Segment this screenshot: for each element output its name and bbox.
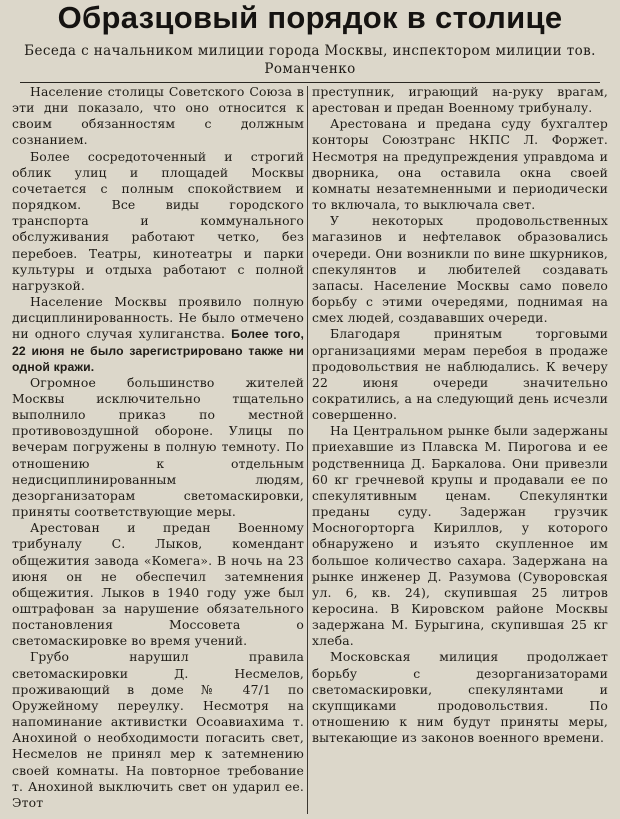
paragraph: Грубо нарушил правила светомаскировки Д. Несмелов, проживающий в доме № 47/1 по Оружейному переулку. Несмотря на напоминание активистки Осоавиахима т. Анохиной о необходимости погасить свет, Несмелов не принял мер к затемнению своей комнаты. На повторное требование т. Анохиной выключить свет он ударил ее. Этот (12, 649, 304, 810)
paragraph: Население столицы Советского Союза в эти дни показало, что оно относится к своим обязанностям с должным сознанием. (12, 84, 304, 148)
paragraph (12, 294, 304, 375)
bold-statement: Более того, 22 июня не было зарегистрировано также ни одной кражи. (12, 327, 304, 374)
article-subheadline: Беседа с начальником милиции города Москвы, инспектором милиции тов. Романченко (24, 43, 596, 77)
column-divider (307, 86, 308, 814)
paragraph: На Центральном рынке были задержаны приехавшие из Плавска М. Пирогова и ее родственница Д. Баркалова. Они привезли 60 кг гречневой крупы и продавали ее по спекулятивным ценам. Спекулянтки преданы суду. Задержан грузчик Мосногорторга Кириллов, у которого обнаружено и изъято скупленное им большое количество сахара. Задержана на рынке инженер Д. Разумова (Суворовская ул. 6, кв. 24), скупившая 25 литров керосина. В Кировском районе Москвы задержана М. Бурыгина, скупившая 25 кг хлеба. (312, 423, 608, 649)
paragraph: У некоторых продовольственных магазинов и нефтелавок образовались очереди. Они возникли по вине шкурников, спекулянтов и любителей создавать запасы. Население Москвы само повело борьбу с этими очередями, поднимая на смех людей, создававших очереди. (312, 213, 608, 326)
paragraph-text: Население Москвы проявило полную дисциплинированность. Не было отмечено ни одного случая хулиганства. (12, 294, 304, 342)
paragraph: Арестована и предана суду бухгалтер конторы Союзтранс НКПС Л. Форжет. Несмотря на предупреждения управдома и дворника, она оставила окна своей комнаты незатемненными и периодически то включала, то выключала свет. (312, 116, 608, 213)
right-column (312, 84, 608, 746)
left-column (12, 84, 304, 811)
paragraph: Московская милиция продолжает борьбу с дезорганизаторами светомаскировки, спекулянтами и скупщиками продовольствия. По отношению к ним будут приняты меры, вытекающие из законов военного времени. (312, 649, 608, 746)
paragraph-continuation: преступник, играющий на-руку врагам, арестован и предан Военному трибуналу. (312, 84, 608, 116)
paragraph: Арестован и предан Военному трибуналу С. Лыков, комендант общежития завода «Комега». В ночь на 23 июня он не обеспечил затемнения общежития. Лыков в 1940 году уже был оштрафован за нарушение обязательного постановления Моссовета о светомаскировке во время учений. (12, 520, 304, 649)
paragraph: Огромное большинство жителей Москвы исключительно тщательно выполнило приказ по местной противовоздушной обороне. Улицы по вечерам погружены в полную темноту. По отношению к отдельным недисциплинированным людям, дезорганизаторам светомаскировки, приняты соответствующие меры. (12, 374, 304, 520)
article-headline: Образцовый порядок в столице (57, 0, 563, 35)
paragraph: Благодаря принятым торговыми организациями мерам перебоя в продаже продовольствия не наблюдались. К вечеру 22 июня очереди значительно сократились, а на следующий день исчезли совершенно. (312, 326, 608, 423)
paragraph: Более сосредоточенный и строгий облик улиц и площадей Москвы сочетается с полным спокойствием и порядком. Все виды городского транспорта и коммунального обслуживания работают четко, без перебоев. Театры, кинотеатры и парки культуры и отдыха работают с полной нагрузкой. (12, 148, 304, 293)
header-divider (20, 82, 600, 83)
